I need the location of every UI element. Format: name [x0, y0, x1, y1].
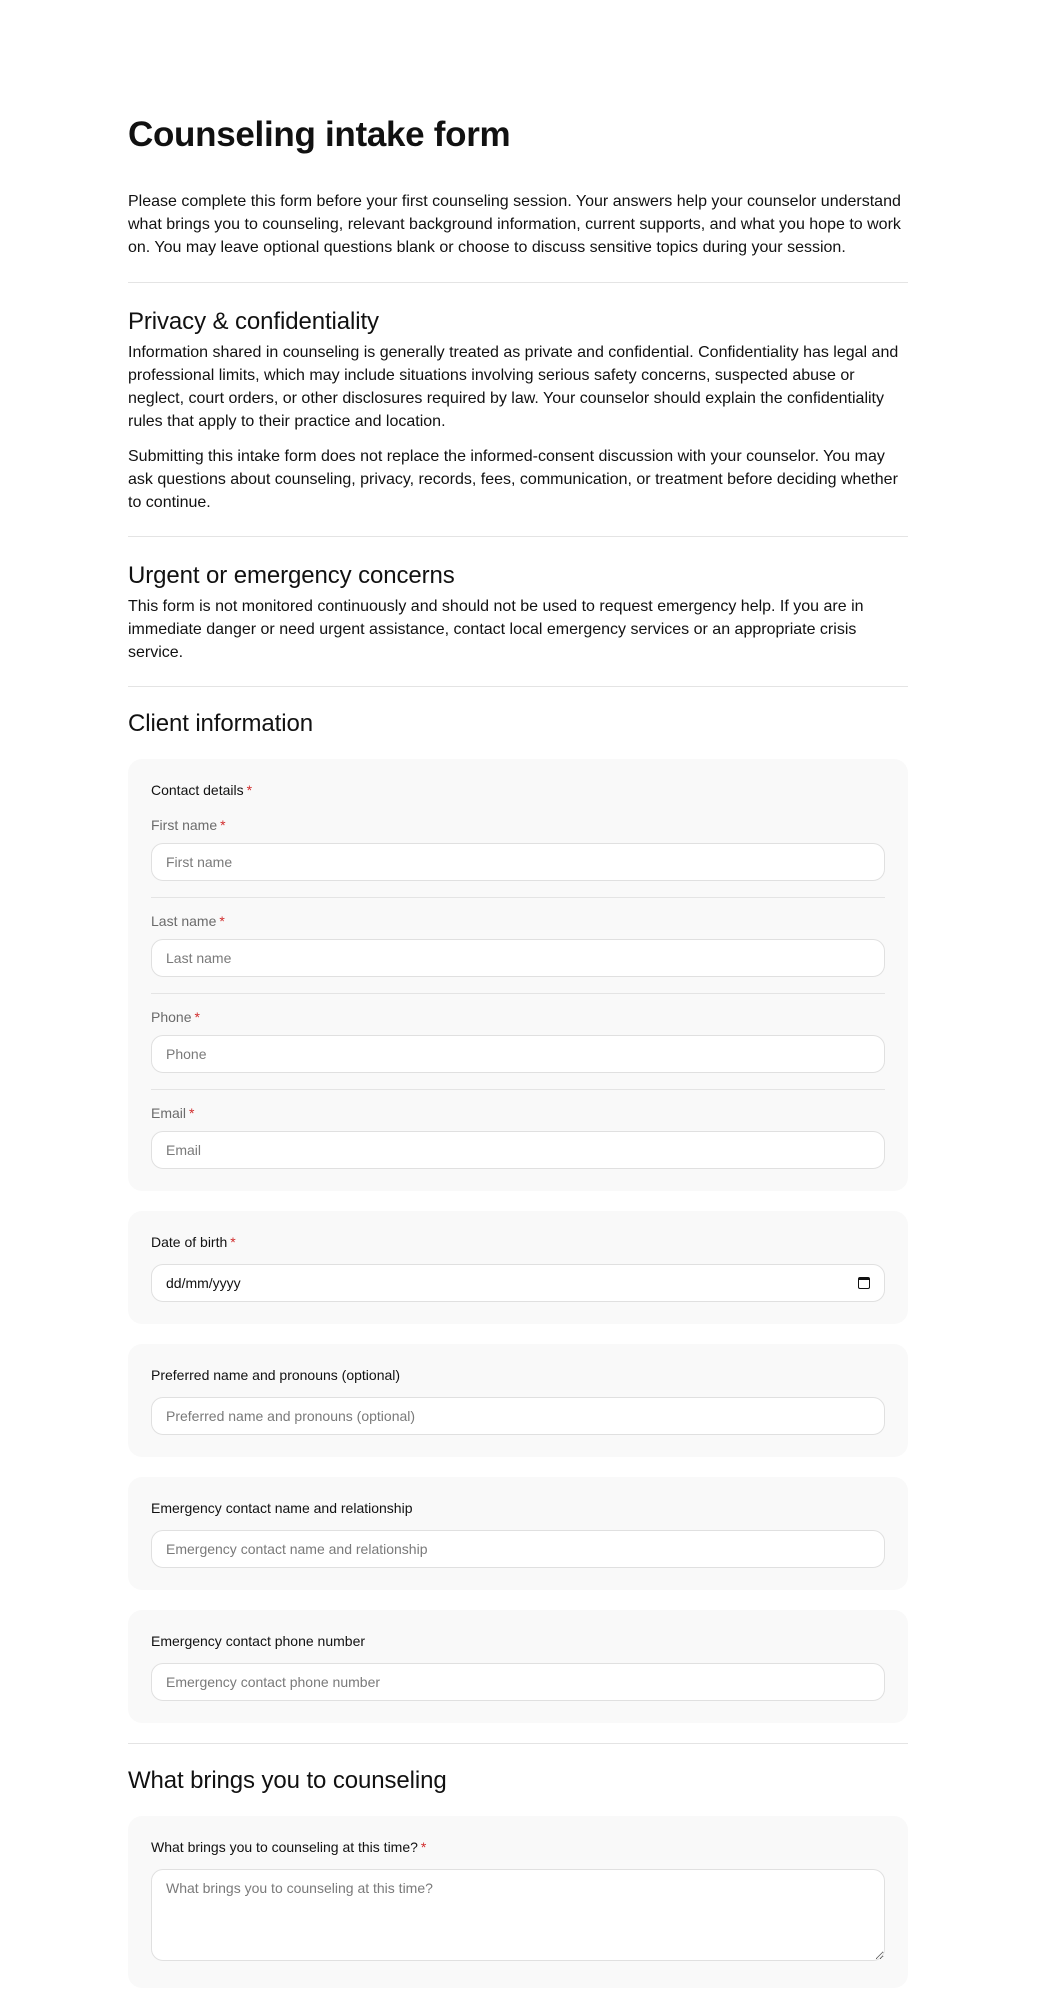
required-marker: *	[219, 913, 225, 929]
pronouns-label: Preferred name and pronouns (optional)	[151, 1367, 401, 1383]
phone-field	[151, 993, 885, 1073]
first-name-field	[151, 812, 885, 881]
intake-page	[128, 0, 908, 1988]
client-info-heading: Client information	[128, 710, 313, 737]
phone-label: Phone *	[151, 1009, 200, 1025]
emergency-contact-phone-input[interactable]	[151, 1663, 885, 1701]
required-marker: *	[194, 1009, 200, 1025]
contact-details-card	[128, 759, 908, 1191]
last-name-label: Last name *	[151, 913, 225, 929]
required-marker: *	[420, 1839, 427, 1855]
privacy-heading: Privacy & confidentiality	[128, 308, 379, 335]
reason-heading: What brings you to counseling	[128, 1767, 447, 1794]
intro-text: Please complete this form before your first counseling session. Your answers help your counselor understand what brings you to counseling, relevant background information, current supports, and what you hope to work on. You may leave optional questions blank or choose to discuss sensitive topics during your session.	[128, 193, 901, 256]
reason-card	[128, 1816, 908, 1988]
date-of-birth-card	[128, 1211, 908, 1324]
urgent-section	[128, 537, 908, 686]
emergency-contact-phone-label: Emergency contact phone number	[151, 1633, 366, 1649]
emergency-contact-phone-card	[128, 1610, 908, 1723]
privacy-paragraph-1: Information shared in counseling is generally treated as private and confidential. Confidentiality has legal and professional limits, which may include situations involving serious safety concerns, suspected abuse or neglect, court orders, or other disclosures required by law. Your counselor should explain the confidentiality rules that apply to their practice and location.	[128, 344, 899, 430]
pronouns-input[interactable]	[151, 1397, 885, 1435]
required-marker: *	[246, 782, 253, 798]
email-input[interactable]	[151, 1131, 885, 1169]
first-name-input[interactable]	[151, 843, 885, 881]
reason-section	[128, 1744, 908, 1816]
email-label: Email *	[151, 1105, 195, 1121]
phone-input[interactable]	[151, 1035, 885, 1073]
date-of-birth-value: dd/mm/yyyy	[166, 1275, 241, 1291]
required-marker: *	[220, 817, 226, 833]
reason-textarea[interactable]	[151, 1869, 885, 1961]
last-name-field	[151, 897, 885, 977]
emergency-contact-name-card	[128, 1477, 908, 1590]
email-field	[151, 1089, 885, 1169]
page-title: Counseling intake form	[128, 115, 511, 154]
calendar-icon[interactable]	[858, 1277, 870, 1289]
urgent-paragraph: This form is not monitored continuously and should not be used to request emergency help. If you are in immediate danger or need urgent assistance, contact local emergency services or an appropriate crisis service.	[128, 598, 864, 661]
date-of-birth-label: Date of birth *	[151, 1234, 236, 1250]
emergency-contact-name-input[interactable]	[151, 1530, 885, 1568]
required-marker: *	[189, 1105, 195, 1121]
reason-question-label: What brings you to counseling at this time? *	[151, 1839, 427, 1855]
urgent-heading: Urgent or emergency concerns	[128, 562, 455, 589]
privacy-section	[128, 283, 908, 536]
date-of-birth-input[interactable]	[151, 1264, 885, 1302]
emergency-contact-name-label: Emergency contact name and relationship	[151, 1500, 413, 1516]
contact-details-label: Contact details *	[151, 782, 253, 798]
pronouns-card	[128, 1344, 908, 1457]
required-marker: *	[230, 1234, 236, 1250]
client-info-section	[128, 687, 908, 759]
first-name-label: First name *	[151, 817, 226, 833]
last-name-input[interactable]	[151, 939, 885, 977]
privacy-paragraph-2: Submitting this intake form does not replace the informed-consent discussion with your counselor. You may ask questions about counseling, privacy, records, fees, communication, or treatment before deciding whether to continue.	[128, 448, 898, 511]
